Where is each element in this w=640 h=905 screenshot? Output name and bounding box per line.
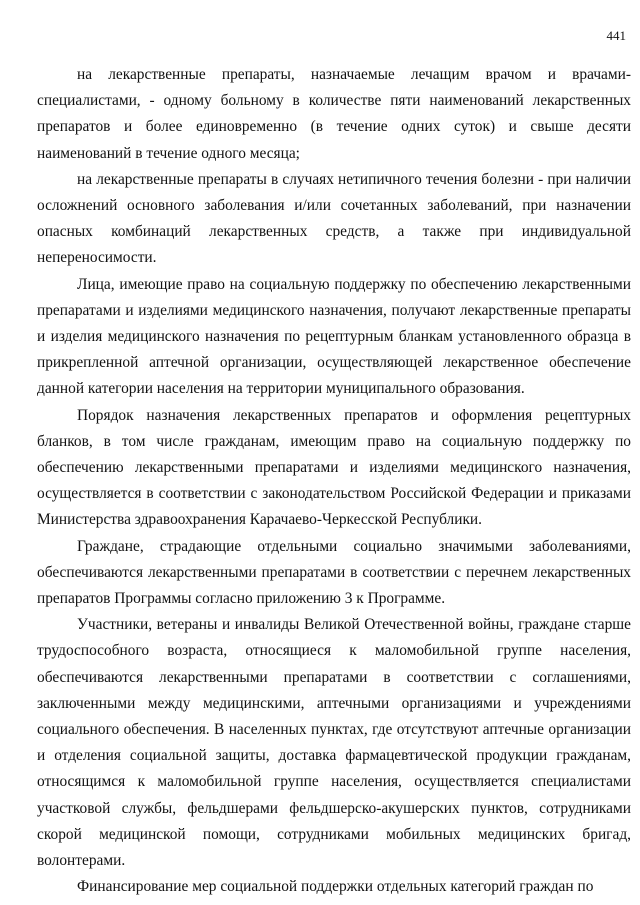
paragraph: Участники, ветераны и инвалиды Великой Отечественной войны, граждане старше трудоспособного возраста, относящиеся к маломобильной группе населения, обеспечиваются лекарственными препаратами в соответствии с соглашениями, заключенными между медицинскими, аптечными организациями и учреждениями социального обеспечения. В населенных пунктах, где отсутствуют аптечные организации и отделения социальной защиты, доставка фармацевтической продукции гражданам, относящимся к маломобильной группе населения, осуществляется специалистами участковой службы, фельдшерами фельдшерско-акушерских пунктов, сотрудниками скорой медицинской помощи, сотрудниками мобильных медицинских бригад, волонтерами. [37, 616, 631, 870]
paragraph: на лекарственные препараты, назначаемые лечащим врачом и врачами-специалистами, - одному больному в количестве пяти наименований лекарственных препаратов и более единовременно (в течение одних суток) и свыше десяти наименований в течение одного месяца; [37, 66, 631, 162]
paragraph: Порядок назначения лекарственных препаратов и оформления рецептурных бланков, в том числе гражданам, имеющим право на социальную поддержку по обеспечению лекарственными препаратами и изделиями медицинского назначения, осуществляется в соответствии с законодательством Российской Федерации и приказами Министерства здравоохранения Карачаево-Черкесской Республики. [37, 406, 631, 529]
page-number: 441 [606, 28, 626, 43]
paragraph: Лица, имеющие право на социальную поддержку по обеспечению лекарственными препаратами и изделиями медицинского назначения, получают лекарственные препараты и изделия медицинского назначения по рецептурным бланкам установленного образца в прикрепленной аптечной организации, осуществляющей лекарственное обеспечение данной категории населения на территории муниципального образования. [37, 275, 631, 398]
body-text [37, 62, 631, 901]
paragraph: Граждане, страдающие отдельными социально значимыми заболеваниями, обеспечиваются лекарственными препаратами в соответствии с перечнем лекарственных препаратов Программы согласно приложению 3 к Программе. [37, 537, 631, 608]
paragraph: Финансирование мер социальной поддержки отдельных категорий граждан по [77, 878, 594, 896]
paragraph: на лекарственные препараты в случаях нетипичного течения болезни - при наличии осложнений основного заболевания и/или сочетанных заболеваний, при назначении опасных комбинаций лекарственных средств, а также при индивидуальной непереносимости. [37, 170, 631, 267]
